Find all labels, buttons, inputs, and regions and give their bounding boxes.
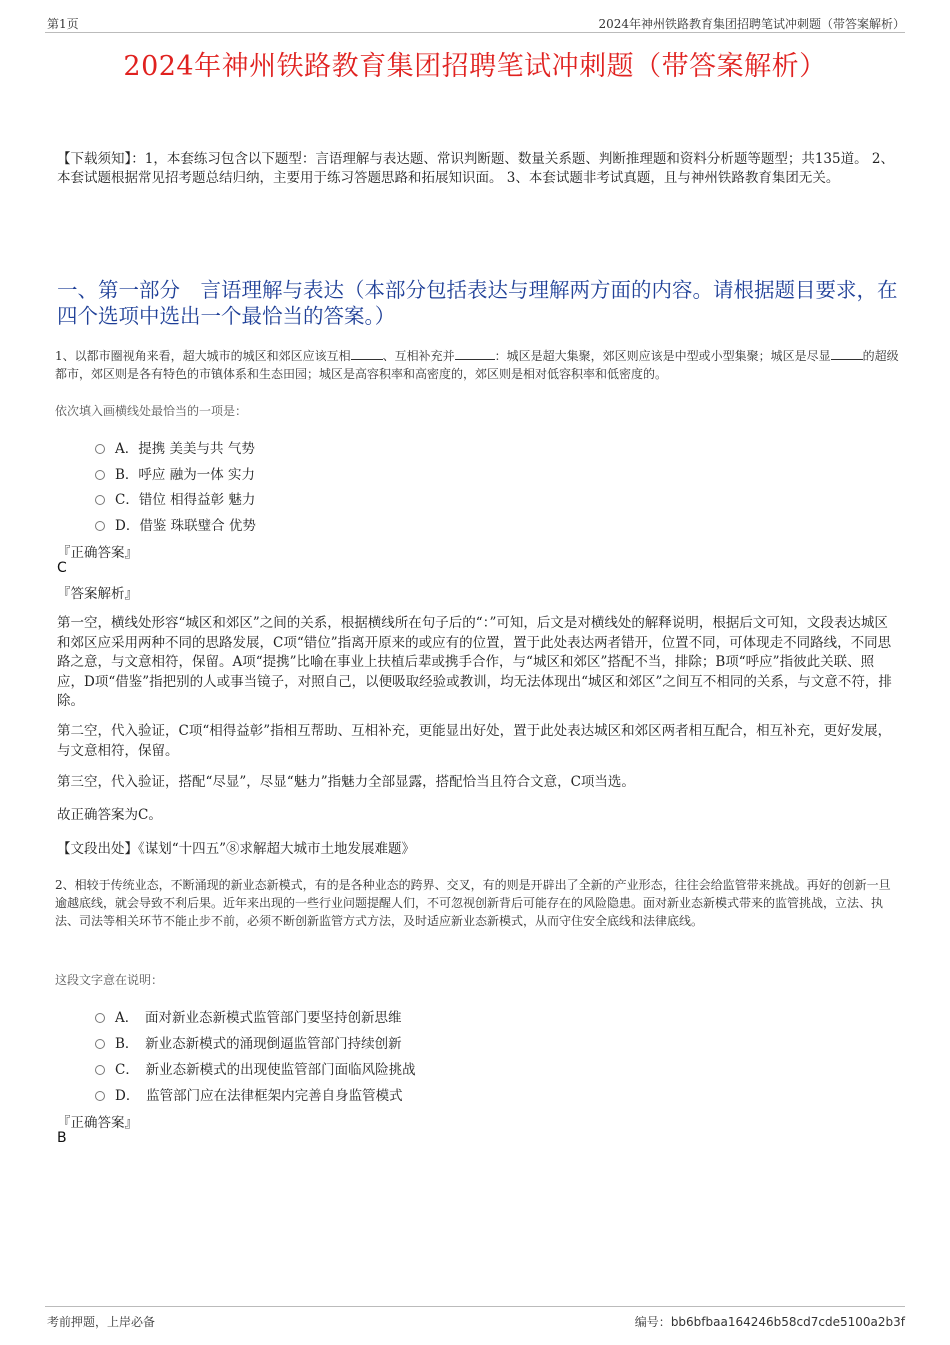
q1-analysis-paragraph-4: 故正确答案为C。 [57, 807, 162, 823]
radio-icon[interactable] [95, 470, 105, 480]
page-number: 第1页 [47, 17, 79, 31]
q1-answer-label: 『正确答案』 [57, 545, 138, 561]
footer-doc-code: 编号：bb6bfbaa164246b58cd7cde5100a2b3f [634, 1315, 905, 1329]
document-title: 2024年神州铁路教育集团招聘笔试冲刺题（带答案解析） [123, 51, 827, 82]
radio-icon[interactable] [95, 1039, 105, 1049]
download-notice: 【下载须知】：1，本套练习包含以下题型：言语理解与表达题、常识判断题、数量关系题、判断推理题和资料分析题等题型；共135道。 2、本套试题根据常见招考题总结归纳，主要用于练习答题思路和拓展知识面。 3、本套试题非考试真题，且与神州铁路教育集团无关。 [57, 151, 894, 186]
q2-option-c[interactable]: C． 新业态新模式的出现使监管部门面临风险挑战 [95, 1058, 416, 1078]
q1-analysis-paragraph-1: 第一空，横线处形容“城区和郊区”之间的关系，根据横线所在句子后的“：”可知，后文是对横线处的解释说明，根据后文可知，文段表达城区和郊区应采用两种不同的思路发展，C项“错位”指离开原来的或应有的位置，置于此处表达两者错开，位置不同，可体现走不同路线，不同思路之意，与文意相符，保留。A项“提携”比喻在事业上扶植后辈或携手合作，与“城区和郊区”搭配不当，排除；B项“呼应”指彼此关联、照应，D项“借鉴”指把别的人或事当镜子，对照自己，以便吸取经验或教训，均无法体现出“城区和郊区”之间互不相同的关系，与文意不符，排除。 [57, 615, 892, 709]
question-1-prompt: 依次填入画横线处最恰当的一项是： [55, 404, 248, 418]
question-1-text: 1、以都市圈视角来看，超大城市的城区和郊区应该互相 、互相补充并 ：城区是超大集聚，郊区则应该是中型或小型集聚；城区是尽显 的超级都市，郊区则是各有特色的市镇体系和生态田园；城区是高容积率和高密度的，郊区则是相对低容积率和低密度的。 [55, 349, 899, 381]
q1-option-a[interactable]: A．提携 美美与共 气势 [95, 437, 255, 457]
radio-icon[interactable] [95, 444, 105, 454]
q1-analysis-paragraph-3: 第三空，代入验证，搭配“尽显”，尽显“魅力”指魅力全部显露，搭配恰当且符合文意，C项当选。 [57, 774, 635, 790]
fill-blank-1 [351, 347, 383, 360]
q2-option-d[interactable]: D． 监管部门应在法律框架内完善自身监管模式 [95, 1084, 403, 1104]
q2-answer: B [57, 1130, 67, 1146]
fill-blank-2 [455, 347, 495, 360]
q2-option-a[interactable]: A． 面对新业态新模式监管部门要坚持创新思维 [95, 1006, 402, 1026]
radio-icon[interactable] [95, 1013, 105, 1023]
q1-analysis-paragraph-2: 第二空，代入验证，C项“相得益彰”指相互帮助、互相补充，更能显出好处，置于此处表达城区和郊区两者相互配合，相互补充，更好发展，与文意相符，保留。 [57, 723, 892, 759]
question-2-prompt: 这段文字意在说明： [55, 973, 164, 987]
q1-option-c[interactable]: C．错位 相得益彰 魅力 [95, 488, 255, 508]
q1-option-b[interactable]: B．呼应 融为一体 实力 [95, 463, 255, 483]
q1-analysis-label: 『答案解析』 [57, 586, 138, 602]
q1-source: 【文段出处】《谋划“十四五”⑧求解超大城市土地发展难题》 [57, 841, 416, 857]
page-header [45, 14, 905, 33]
q2-answer-label: 『正确答案』 [57, 1115, 138, 1131]
fill-blank-3 [831, 347, 863, 360]
radio-icon[interactable] [95, 1065, 105, 1075]
radio-icon[interactable] [95, 521, 105, 531]
q2-option-b[interactable]: B． 新业态新模式的涌现倒逼监管部门持续创新 [95, 1032, 402, 1052]
radio-icon[interactable] [95, 1091, 105, 1101]
page-footer [45, 1306, 905, 1329]
q1-option-d[interactable]: D．借鉴 珠联璧合 优势 [95, 514, 256, 534]
header-doc-title: 2024年神州铁路教育集团招聘笔试冲刺题（带答案解析） [598, 17, 905, 31]
footer-slogan: 考前押题，上岸必备 [47, 1315, 156, 1329]
question-2-text: 2、相较于传统业态，不断涌现的新业态新模式，有的是各种业态的跨界、交叉，有的则是开辟出了全新的产业形态，往往会给监管带来挑战。再好的创新一旦逾越底线，就会导致不利后果。近年来出现的一些行业问题提醒人们，不可忽视创新背后可能存在的风险隐患。面对新业态新模式带来的监管挑战，立法、执法、司法等相关环节不能止步不前，必须不断创新监管方式方法，及时适应新业态新模式，从而守住安全底线和法律底线。 [55, 878, 891, 928]
q1-answer: C [57, 560, 67, 576]
section-heading: 一、第一部分 言语理解与表达（本部分包括表达与理解两方面的内容。请根据题目要求，在四个选项中选出一个最恰当的答案。） [57, 278, 898, 328]
radio-icon[interactable] [95, 495, 105, 505]
